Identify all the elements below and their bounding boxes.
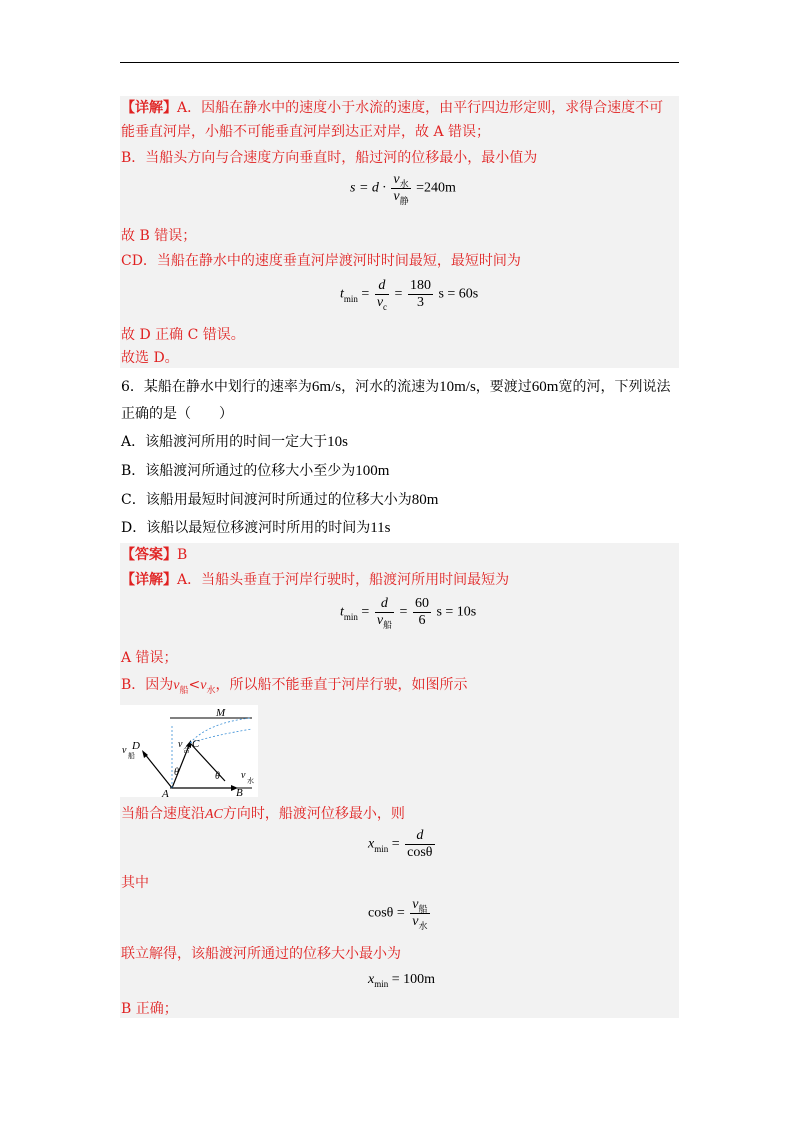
eq4-num: d — [405, 828, 434, 845]
option-value: 100m — [355, 463, 390, 479]
a-wrong-line: A 错误； — [121, 650, 178, 666]
equation-1 — [350, 172, 456, 205]
label-a: A — [162, 788, 169, 797]
solve-line: 联立解得，该船渡河所通过的位移大小最小为 — [121, 946, 401, 962]
eq1-fraction — [391, 172, 410, 205]
detail-line-6: 故 D 正确 C 错误。 — [121, 327, 245, 343]
eq2-lhs-sub: min — [343, 293, 358, 304]
label-v-left: v — [122, 745, 127, 756]
eq3-f1-den-sub: 船 — [383, 620, 393, 630]
option-text: 该船以最短位移渡河时所用的时间为 — [146, 520, 371, 536]
label-v-right-sub: 水 — [247, 777, 254, 785]
label-c: C — [192, 738, 200, 750]
v-boat: v — [173, 678, 180, 693]
eq3-f1-num: d — [375, 596, 394, 613]
label-v-right: v — [241, 770, 246, 781]
eq2-rhs: s = 60s — [438, 286, 479, 302]
eq2-fraction-1 — [375, 278, 389, 311]
option-a — [121, 432, 348, 452]
eq6-rhs: = 100m — [391, 972, 436, 987]
eq1-num-sub: 水 — [399, 179, 409, 189]
question-line-1 — [121, 377, 670, 397]
q-speed-boat: 6m/s — [311, 379, 342, 395]
q-width: 60m — [531, 379, 559, 395]
b-correct-line: B 正确； — [121, 1001, 178, 1017]
eq3-lhs-sub: min — [343, 611, 358, 622]
eq5-den-sub: 水 — [418, 921, 428, 931]
detail-line-3: B．当船头方向与合速度方向垂直时，船过河的位移最小，最小值为 — [121, 150, 538, 166]
question-number: 6． — [121, 379, 144, 395]
option-d — [121, 518, 391, 538]
q-speed-water: 10m/s — [439, 379, 476, 395]
q-text-d: 宽的河，下列说法 — [558, 379, 671, 395]
qizhong-line: 其中 — [121, 875, 149, 891]
label-v-mid-sub: 合 — [183, 746, 190, 754]
eq4-lhs-sub: min — [374, 843, 389, 854]
text: ，所以船不能垂直于河岸行驶，如图所示 — [215, 677, 468, 693]
label-b: B — [236, 787, 243, 797]
equation-3: $t_{min}$ = $\frac{d}{v_船}$ = $\frac{60}{6}$ s = 10s — [340, 596, 477, 630]
eq1-rhs: =240m — [416, 180, 456, 196]
option-label: B． — [121, 463, 146, 479]
velocity-diagram — [120, 705, 258, 797]
q-text-b: ，河水的流速为 — [341, 379, 440, 395]
eq3-f1-den: v — [376, 613, 384, 628]
label-theta-1: θ — [174, 767, 179, 778]
detail-line-5: CD．当船在静水中的速度垂直河岸渡河时时间最短，最短时间为 — [121, 253, 521, 269]
eq2-f1-den-sub: c — [383, 302, 388, 312]
text: 方向时，船渡河位移最小，则 — [222, 806, 405, 822]
text: A．因船在静水中的速度小于水流的速度，由平行四边形定则，求得合速度不可 — [177, 100, 664, 116]
label-v-mid: v — [178, 739, 183, 750]
option-label: A． — [121, 434, 146, 450]
eq3-fraction-2 — [413, 596, 431, 629]
eq2-f2-den: 3 — [416, 295, 424, 310]
detail-a-line — [121, 570, 509, 590]
eq2-fraction-2 — [408, 278, 433, 311]
eq2-f1-num: d — [375, 278, 389, 295]
equation-5 — [368, 897, 432, 930]
eq4-lhs: x — [368, 836, 375, 852]
q-text-c: ，要渡过 — [475, 379, 532, 395]
detail-line-1 — [121, 98, 663, 118]
eq5-den: v — [412, 914, 419, 929]
eq5-num-sub: 船 — [418, 904, 428, 914]
option-c — [121, 490, 438, 510]
ac-label: AC — [205, 807, 223, 822]
option-value: 10s — [327, 434, 348, 450]
label-v-left-sub: 船 — [128, 752, 135, 760]
eq3-fraction-1 — [375, 596, 394, 629]
q-text-a: 某船在静水中划行的速率为 — [143, 379, 312, 395]
option-value: 11s — [370, 520, 391, 536]
eq3-f2-den: 6 — [418, 613, 426, 628]
eq1-num: v — [393, 172, 400, 187]
less-than: < — [188, 677, 201, 693]
text: A．当船头垂直于河岸行驶时，船渡河所用时间最短为 — [177, 572, 510, 588]
option-label: D． — [121, 520, 147, 536]
b-reason-line — [121, 675, 468, 697]
eq1-den-sub: 静 — [399, 196, 409, 206]
detail-line-2: 能垂直河岸，小船不可能垂直河岸到达正对岸，故 A 错误； — [121, 124, 491, 140]
answer-label: 【答案】 — [121, 547, 177, 563]
eq2-lhs: t — [340, 286, 344, 302]
detail-label: 【详解】 — [121, 100, 177, 116]
eq5-fraction — [410, 897, 429, 930]
option-b — [121, 461, 389, 481]
v-water-sub: 水 — [206, 686, 216, 696]
equation-4: $x_{min}$ = $\frac{d}{\cos\theta}$ — [368, 828, 433, 860]
equation-6 — [368, 972, 435, 988]
detail-line-4: 故 B 错误； — [121, 228, 197, 244]
option-value: 80m — [411, 492, 439, 508]
answer-value: B — [177, 547, 188, 563]
text: 当船合速度沿 — [121, 806, 205, 822]
eq3-lhs: t — [340, 604, 344, 620]
eq3-f2-num: 60 — [414, 596, 429, 611]
ac-line — [121, 804, 405, 825]
header-rule — [120, 62, 679, 63]
eq4-den: cosθ — [407, 845, 433, 860]
eq6-lhs: x — [368, 972, 375, 987]
option-text: 该船用最短时间渡河时所通过的位移大小为 — [145, 492, 412, 508]
eq1-lhs: s = d · — [350, 180, 386, 196]
v-boat-sub: 船 — [179, 686, 189, 696]
question-line-2: 正确的是（ ） — [121, 406, 233, 422]
option-text: 该船渡河所通过的位移大小至少为 — [145, 463, 356, 479]
eq2-f2-num: 180 — [409, 278, 431, 293]
label-m: M — [216, 707, 226, 719]
eq4-fraction — [405, 828, 434, 861]
eq5-num: v — [412, 897, 419, 912]
detail-label: 【详解】 — [121, 572, 177, 588]
eq2-f1-den: v — [376, 295, 384, 310]
answer-line — [121, 545, 187, 565]
detail-line-7: 故选 D。 — [121, 350, 179, 366]
eq3-rhs: s = 10s — [436, 604, 477, 620]
label-theta-2: θ — [215, 771, 220, 782]
text: B．因为 — [121, 677, 174, 693]
eq1-den: v — [393, 189, 400, 204]
v-water: v — [200, 678, 207, 693]
label-d: D — [132, 740, 140, 752]
option-text: 该船渡河所用的时间一定大于 — [145, 434, 328, 450]
eq5-lhs: cosθ = — [368, 905, 405, 921]
equation-2: $t_{min}$ = $\frac{d}{v_c}$ = $\frac{180}{3}$ s = 60s — [340, 278, 479, 312]
eq6-lhs-sub: min — [374, 979, 389, 989]
option-label: C． — [121, 492, 146, 508]
